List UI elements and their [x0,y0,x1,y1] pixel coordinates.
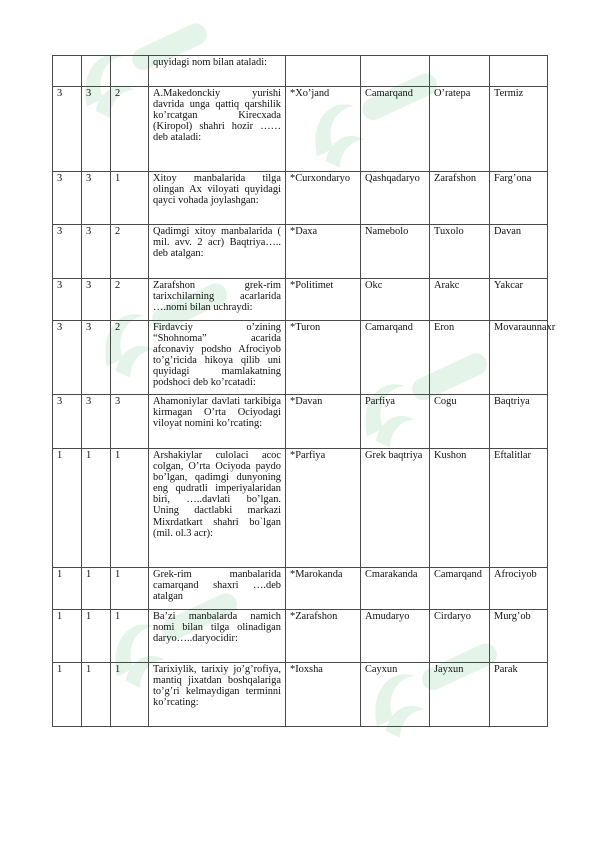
table-row [53,395,548,449]
answer-cell: Davan [490,225,548,279]
question-cell: quyidagi nom bilan ataladi: [149,56,286,87]
level-cell: 1 [82,610,111,663]
level-cell: 1 [53,449,82,568]
answer-cell: Parfiya [361,395,430,449]
answer-cell: Jayxun [430,663,490,727]
answer-cell: Movaraunnaxr [490,321,548,395]
level-cell: 3 [82,279,111,321]
level-cell: 3 [53,279,82,321]
answer-correct-cell [286,56,361,87]
table-row [53,56,548,87]
level-cell: 3 [82,225,111,279]
answer-cell: Arakc [430,279,490,321]
answer-cell: Tuxolo [430,225,490,279]
level-cell: 1 [53,663,82,727]
answer-cell: Zarafshon [430,172,490,225]
answer-cell [361,56,430,87]
level-cell: 3 [82,172,111,225]
table-row [53,449,548,568]
answer-cell: Farg’ona [490,172,548,225]
level-cell [111,56,149,87]
level-cell: 1 [82,449,111,568]
level-cell: 1 [111,568,149,610]
level-cell: 3 [82,321,111,395]
answer-cell: Cayxun [361,663,430,727]
question-cell: Firdavciy o’zining “Shohnoma” acarida afconaviy podsho Afrociyob to’g’ricida hikoya qilib uni quyidagi mamlakatning podshoci deb ko’rcatadi: [149,321,286,395]
level-cell: 2 [111,279,149,321]
table-row [53,663,548,727]
question-cell: Qadimgi xitoy manbalarida ( mil. avv. 2 acr) Baqtriya….. deb atalgan: [149,225,286,279]
table-row [53,610,548,663]
answer-correct-cell: *Parfiya [286,449,361,568]
answer-correct-cell: *Curxondaryo [286,172,361,225]
level-cell: 1 [53,610,82,663]
answer-cell: Cirdaryo [430,610,490,663]
answer-correct-cell: *Xo’jand [286,87,361,172]
question-table [52,55,556,727]
answer-cell: Camarqand [430,568,490,610]
question-cell: Ba’zi manbalarda namich nomi bilan tilga olinadigan daryo…..daryocidir: [149,610,286,663]
level-cell: 3 [111,395,149,449]
level-cell: 1 [111,172,149,225]
answer-cell: Baqtriya [490,395,548,449]
answer-cell [430,56,490,87]
answer-cell: Murg’ob [490,610,548,663]
answer-cell: Eftalitlar [490,449,548,568]
question-cell: Zarafshon grek-rim tarixchilarning acarlarida ….nomi bilan uchraydi: [149,279,286,321]
table-row [53,321,548,395]
question-cell: Xitoy manbalarida tilga olingan Ax viloyati quyidagi qayci vohada joylashgan: [149,172,286,225]
answer-cell: Afrociyob [490,568,548,610]
level-cell: 1 [111,610,149,663]
answer-cell: Okc [361,279,430,321]
level-cell: 1 [82,663,111,727]
question-cell: A.Makedonckiy yurishi davrida unga qattiq qarshilik ko’rcatgan Kirecxada (Kiropol) shahri hozir ……deb ataladi: [149,87,286,172]
level-cell: 1 [82,568,111,610]
level-cell: 1 [111,449,149,568]
answer-cell: Namebolo [361,225,430,279]
level-cell: 3 [53,172,82,225]
question-cell: Ahamoniylar davlati tarkibiga kirmagan O’rta Ociyodagi viloyat nomini ko’rcating: [149,395,286,449]
answer-correct-cell: *Politimet [286,279,361,321]
level-cell: 2 [111,321,149,395]
answer-cell [490,56,548,87]
table-row [53,172,548,225]
question-cell: Grek-rim manbalarida camarqand shaxri ….deb atalgan [149,568,286,610]
answer-correct-cell: *Davan [286,395,361,449]
table-row [53,87,548,172]
answer-cell: Camarqand [361,87,430,172]
level-cell: 3 [82,87,111,172]
question-cell: Arshakiylar culolaci acoc colgan, O’rta Ociyoda paydo bo’lgan, qadimgi dunyoning eng qudratli imperiyalaridan biri, …..davlati bo’lgan. Uning dactlabki markazi Mixrdatkart shahri bo`lgan (mil. ol.3 acr): [149,449,286,568]
question-cell: Tarixiylik, tarixiy jo’g’rofiya, mantiq jixatdan boshqalariga to’g’ri kelmaydigan terminni ko’rcating: [149,663,286,727]
level-cell: 2 [111,87,149,172]
answer-cell: Qashqadaryo [361,172,430,225]
level-cell: 3 [82,395,111,449]
answer-correct-cell: *Marokanda [286,568,361,610]
table-row [53,225,548,279]
answer-cell: Termiz [490,87,548,172]
table-row [53,279,548,321]
answer-correct-cell: *Ioxsha [286,663,361,727]
level-cell: 2 [111,225,149,279]
level-cell: 1 [111,663,149,727]
answer-correct-cell: *Daxa [286,225,361,279]
answer-cell: Camarqand [361,321,430,395]
answer-cell: Parak [490,663,548,727]
answer-correct-cell: *Zarafshon [286,610,361,663]
level-cell: 3 [53,87,82,172]
level-cell [53,56,82,87]
level-cell [82,56,111,87]
answer-cell: Yakcar [490,279,548,321]
answer-cell: O’ratepa [430,87,490,172]
answer-cell: Grek baqtriya [361,449,430,568]
level-cell: 3 [53,321,82,395]
answer-cell: Cogu [430,395,490,449]
answer-cell: Cmarakanda [361,568,430,610]
level-cell: 1 [53,568,82,610]
table-row [53,568,548,610]
answer-correct-cell: *Turon [286,321,361,395]
level-cell: 3 [53,225,82,279]
answer-cell: Amudaryo [361,610,430,663]
answer-cell: Eron [430,321,490,395]
level-cell: 3 [53,395,82,449]
answer-cell: Kushon [430,449,490,568]
